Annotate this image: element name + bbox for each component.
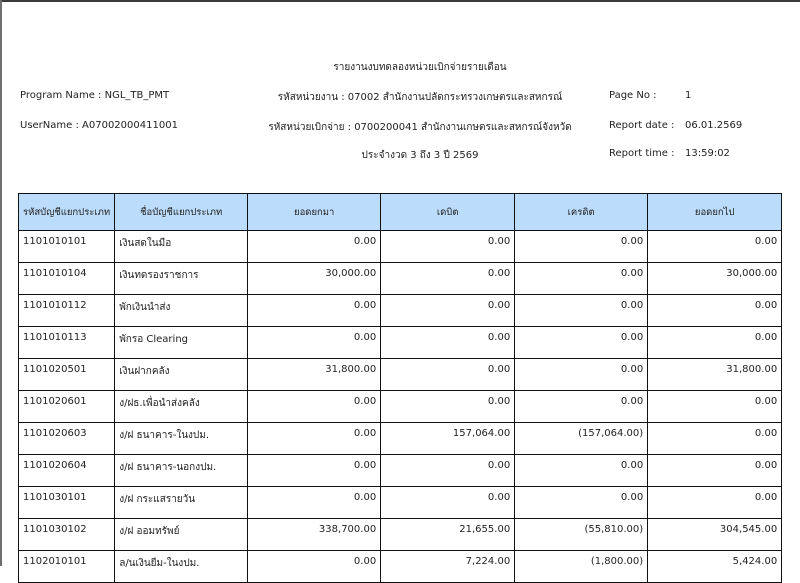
table-row: [19, 231, 782, 263]
account-code: 1101030101: [19, 487, 115, 519]
credit: 0.00: [515, 295, 648, 327]
table-row: [19, 295, 782, 327]
page-no-value: 1: [685, 90, 692, 101]
debit: 0.00: [381, 295, 515, 327]
table-row: [19, 551, 782, 583]
credit: (55,810.00): [515, 519, 648, 551]
table-row: [19, 519, 782, 551]
brought-forward: 0.00: [248, 231, 381, 263]
brought-forward: 0.00: [248, 295, 381, 327]
account-name: ง/ฝ ออมทรัพย์: [115, 519, 248, 551]
account-name: เงินฝากคลัง: [115, 359, 248, 391]
account-code: 1101030102: [19, 519, 115, 551]
account-name: ง/ฝธ.เพื่อนำส่งคลัง: [115, 391, 248, 423]
account-name: เงินทดรองราชการ: [115, 263, 248, 295]
column-header-debit: เดบิต: [381, 194, 515, 231]
carried-forward: 0.00: [648, 295, 782, 327]
program-name: Program Name : NGL_TB_PMT: [20, 90, 170, 101]
report-date-value: 06.01.2569: [685, 120, 743, 131]
debit: 0.00: [381, 231, 515, 263]
credit: 0.00: [515, 487, 648, 519]
carried-forward: 0.00: [648, 327, 782, 359]
table-row: [19, 455, 782, 487]
carried-forward: 304,545.00: [648, 519, 782, 551]
column-header-brought-forward: ยอดยกมา: [248, 194, 381, 231]
carried-forward: 5,424.00: [648, 551, 782, 583]
debit: 0.00: [381, 391, 515, 423]
username: UserName : A07002000411001: [20, 120, 178, 131]
account-name: ง/ฝ ธนาคาร-ในงปม.: [115, 423, 248, 455]
table-row: [19, 327, 782, 359]
credit: (1,800.00): [515, 551, 648, 583]
trial-balance-table: [18, 193, 782, 583]
carried-forward: 0.00: [648, 487, 782, 519]
carried-forward: 0.00: [648, 391, 782, 423]
account-code: 1101010101: [19, 231, 115, 263]
account-code: 1101010104: [19, 263, 115, 295]
table-row: [19, 359, 782, 391]
brought-forward: 31,800.00: [248, 359, 381, 391]
brought-forward: 0.00: [248, 551, 381, 583]
column-header-credit: เครดิต: [515, 194, 648, 231]
account-code: 1101020501: [19, 359, 115, 391]
account-code: 1101020601: [19, 391, 115, 423]
table-header-row: [19, 194, 782, 231]
account-name: ง/ฝ กระแสรายวัน: [115, 487, 248, 519]
credit: 0.00: [515, 231, 648, 263]
carried-forward: 0.00: [648, 455, 782, 487]
disbursing-unit-line: รหัสหน่วยเบิกจ่าย : 0700200041 สำนักงานเกษตรและสหกรณ์จังหวัด: [268, 122, 572, 133]
carried-forward: 31,800.00: [648, 359, 782, 391]
report-time-label: Report time :: [609, 148, 675, 159]
report-time-value: 13:59:02: [685, 148, 730, 159]
column-header-account-name: ชื่อบัญชีแยกประเภท: [115, 194, 248, 231]
column-header-account-code: รหัสบัญชีแยกประเภท: [19, 194, 115, 231]
brought-forward: 30,000.00: [248, 263, 381, 295]
carried-forward: 0.00: [648, 231, 782, 263]
credit: 0.00: [515, 327, 648, 359]
carried-forward: 30,000.00: [648, 263, 782, 295]
credit: 0.00: [515, 359, 648, 391]
account-code: 1102010101: [19, 551, 115, 583]
debit: 0.00: [381, 455, 515, 487]
table-row: [19, 263, 782, 295]
report-title: รายงานงบทดลองหน่วยเบิกจ่ายรายเดือน: [333, 62, 507, 73]
brought-forward: 0.00: [248, 487, 381, 519]
table-row: [19, 423, 782, 455]
table-row: [19, 391, 782, 423]
brought-forward: 0.00: [248, 327, 381, 359]
debit: 157,064.00: [381, 423, 515, 455]
brought-forward: 0.00: [248, 455, 381, 487]
credit: 0.00: [515, 455, 648, 487]
column-header-carried-forward: ยอดยกไป: [648, 194, 782, 231]
debit: 7,224.00: [381, 551, 515, 583]
account-name: ล/นเงินยืม-ในงปม.: [115, 551, 248, 583]
account-name: ง/ฝ ธนาคาร-นอกงปม.: [115, 455, 248, 487]
credit: 0.00: [515, 263, 648, 295]
debit: 0.00: [381, 359, 515, 391]
debit: 0.00: [381, 487, 515, 519]
credit: (157,064.00): [515, 423, 648, 455]
credit: 0.00: [515, 391, 648, 423]
brought-forward: 0.00: [248, 391, 381, 423]
account-name: เงินสดในมือ: [115, 231, 248, 263]
carried-forward: 0.00: [648, 423, 782, 455]
agency-line: รหัสหน่วยงาน : 07002 สำนักงานปลัดกระทรวงเกษตรและสหกรณ์: [277, 92, 563, 103]
period-line: ประจำงวด 3 ถึง 3 ปี 2569: [361, 150, 479, 161]
debit: 21,655.00: [381, 519, 515, 551]
account-code: 1101010112: [19, 295, 115, 327]
account-code: 1101020604: [19, 455, 115, 487]
account-name: พักเงินนำส่ง: [115, 295, 248, 327]
debit: 0.00: [381, 263, 515, 295]
table-row: [19, 487, 782, 519]
debit: 0.00: [381, 327, 515, 359]
page-no-label: Page No :: [609, 90, 657, 101]
window-left-border: [0, 0, 2, 566]
brought-forward: 338,700.00: [248, 519, 381, 551]
account-name: พักรอ Clearing: [115, 327, 248, 359]
account-code: 1101020603: [19, 423, 115, 455]
brought-forward: 0.00: [248, 423, 381, 455]
account-code: 1101010113: [19, 327, 115, 359]
window-top-border: [0, 0, 800, 2]
report-date-label: Report date :: [609, 120, 675, 131]
